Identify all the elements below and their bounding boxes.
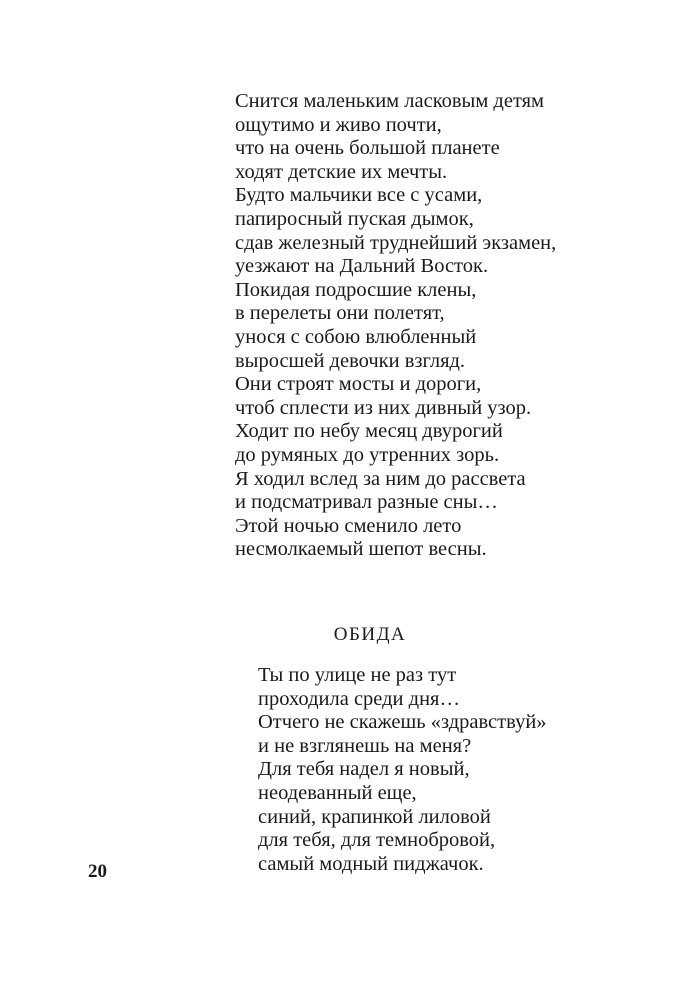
poem-line: в перелеты они полетят,	[235, 302, 445, 325]
poem-line: выросшей девочки взгляд.	[235, 349, 466, 372]
poem-line: проходила среди дня…	[258, 687, 460, 710]
poem-line: Отчего не скажешь «здравствуй»	[258, 711, 547, 734]
poem-line: папиросный пуская дымок,	[235, 207, 474, 230]
poem-title: ОБИДА	[333, 624, 407, 645]
poem-line: Для тебя надел я новый,	[258, 758, 470, 781]
poem-line: самый модный пиджачок.	[258, 852, 484, 875]
poem-line: сдав железный труднейший экзамен,	[235, 231, 557, 254]
poem-line: Они строят мосты и дороги,	[235, 373, 482, 396]
poem-line: Покидая подросшие клены,	[235, 278, 477, 301]
poem-line: до румяных до утренних зорь.	[235, 443, 500, 466]
poem-line: и подсматривал разные сны…	[235, 491, 498, 514]
poem-line: чтоб сплести из них дивный узор.	[235, 396, 532, 419]
poem-line: унося с собою влюбленный	[235, 325, 477, 348]
poem-untitled	[235, 90, 556, 562]
poem-line: Ходит по небу месяц двурогий	[235, 420, 503, 443]
poem-line: и не взглянешь на меня?	[258, 734, 472, 757]
poem-line: синий, крапинкой лиловой	[258, 805, 491, 828]
page-number: 20	[88, 861, 107, 882]
poem-line: неодеванный еще,	[258, 781, 417, 804]
poem-line: Будто мальчики все с усами,	[235, 184, 483, 207]
poem-title-container	[236, 623, 504, 647]
poem-line: уезжают на Дальний Восток.	[235, 255, 489, 278]
poem-line: Снится маленьким ласковым детям	[235, 90, 545, 112]
poem-obida	[258, 664, 547, 876]
poem-line: ощутимо и живо почти,	[235, 113, 442, 136]
poem-line: Я ходил вслед за ним до рассвета	[235, 467, 526, 490]
poem-line: Этой ночью сменило лето	[235, 514, 462, 537]
poem-line: что на очень большой планете	[235, 137, 500, 160]
poem-line: для тебя, для темнобровой,	[258, 829, 496, 852]
poem-line: ходят детские их мечты.	[235, 160, 448, 183]
poem-line: Ты по улице не раз тут	[258, 664, 457, 686]
poem-line: несмолкаемый шепот весны.	[235, 538, 487, 561]
